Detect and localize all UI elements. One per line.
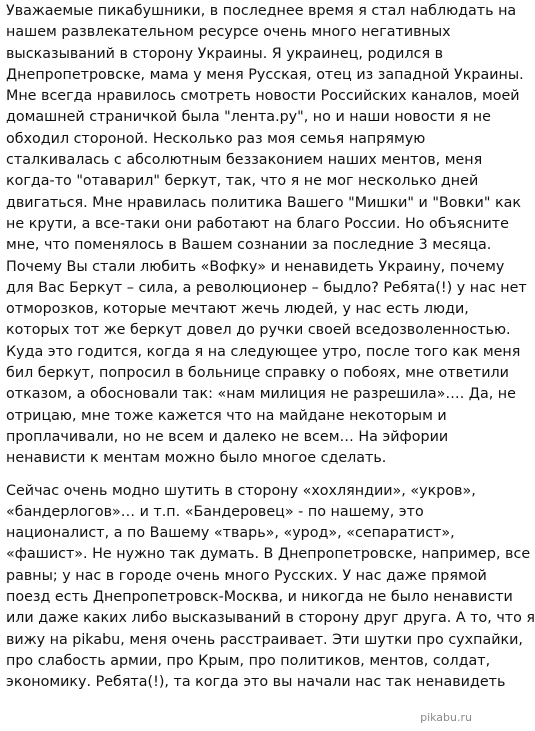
text-line: Почему Вы стали любить «Вофку» и ненавидеть Украину, почему	[6, 258, 505, 275]
text-line: нашем развлекательном ресурсе очень много негативных	[6, 24, 451, 41]
text-line: двигаться. Мне нравилась политика Вашего "Мишки" и "Вовки" как	[6, 194, 521, 211]
text-line: когда-то "отаварил" беркут, так, что я не мог несколько дней	[6, 173, 479, 190]
text-line: про слабость армии, про Крым, про политиков, ментов, солдат,	[6, 652, 491, 669]
text-line: высказываний в сторону Украины. Я украинец, родился в	[6, 45, 444, 62]
text-line: Сейчас очень модно шутить в сторону «хохляндии», «укров»,	[6, 482, 476, 499]
text-line: бил беркут, попросил в больнице справку о побоях, мне ответили	[6, 365, 509, 382]
text-line: Днепропетровске, мама у меня Русская, отец из западной Украины.	[6, 66, 524, 83]
text-line: мне, что поменялось в Вашем сознании за последние 3 месяца.	[6, 237, 492, 254]
paragraph-1	[6, 1, 527, 470]
text-line: Куда это годится, когда я на следующее утро, после того как меня	[6, 343, 521, 360]
text-line: равны; у нас в городе очень много Русских. У нас даже прямой	[6, 567, 487, 584]
text-line: ненависти к ментам можно было многое сделать.	[6, 450, 387, 467]
text-line: «фашист». Не нужно так думать. В Днепропетровске, например, все	[6, 546, 531, 563]
text-line: домашней страничкой была "лента.ру", но и наши новости я не	[6, 109, 491, 126]
paragraph-2	[6, 481, 535, 694]
text-line: экономику. Ребята(!), та когда это вы начали нас так ненавидеть	[6, 674, 506, 691]
text-line: отрицаю, мне тоже кажется что на майдане некоторым и	[6, 407, 447, 424]
text-line: националист, а по Вашему «тварь», «урод», «сепаратист»,	[6, 525, 455, 542]
text-line: проплачивали, но не всем и далеко не всем… На эйфории	[6, 428, 449, 445]
text-line: Уважаемые пикабушники, в последнее время я стал наблюдать на	[6, 3, 517, 19]
text-line: не крути, а все-таки они работают на благо России. Но объясните	[6, 215, 509, 232]
text-line: для Вас Беркут – сила, а революционер – быдло? Ребята(!) у нас нет	[6, 279, 527, 296]
text-line: Мне всегда нравилось смотреть новости Российских каналов, моей	[6, 88, 520, 105]
text-line: которых тот же беркут довел до ручки своей вседозволенностью.	[6, 322, 511, 339]
text-line: поезд есть Днепропетровск-Москва, и никогда не было ненависти	[6, 589, 513, 606]
text-line: отморозков, которые мечтают жечь людей, у нас есть люди,	[6, 301, 469, 318]
text-line: обходил стороной. Несколько раз моя семья напрямую	[6, 130, 426, 147]
text-line: сталкивалась с абсолютным беззаконием наших ментов, меня	[6, 152, 483, 169]
pikabu-watermark: pikabu.ru	[420, 711, 472, 724]
text-line: отказом, а обосновали так: «нам милиция не разрешила»…. Да, не	[6, 386, 516, 403]
text-line: «бандерлогов»… и т.п. «Бандеровец» - по нашему, это	[6, 503, 424, 520]
text-line: вижу на pikabu, меня очень расстраивает. Эти шутки про сухпайки,	[6, 631, 523, 648]
text-line: или даже каких либо высказываний в сторону друг друга. А то, что я	[6, 610, 535, 627]
